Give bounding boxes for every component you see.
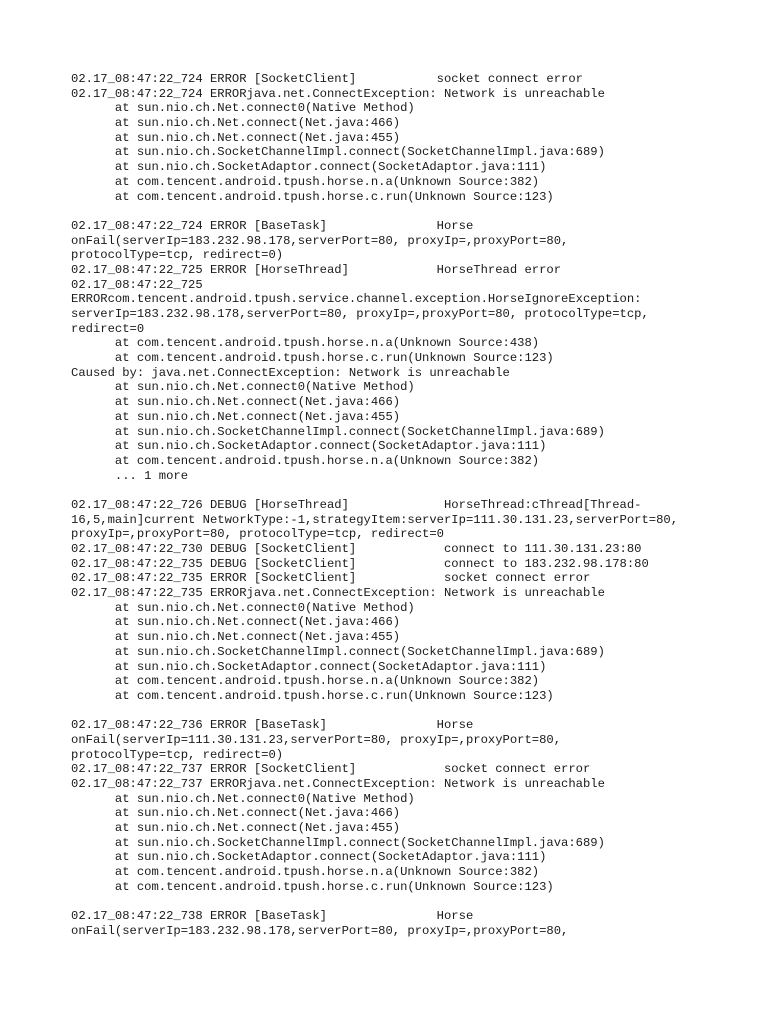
log-line: at sun.nio.ch.SocketAdaptor.connect(SocketAdaptor.java:111)	[71, 160, 547, 175]
log-line: at sun.nio.ch.SocketAdaptor.connect(SocketAdaptor.java:111)	[71, 439, 547, 454]
log-line: 02.17_08:47:22_730 DEBUG [SocketClient] connect to 111.30.131.23:80	[71, 542, 642, 556]
log-line: at sun.nio.ch.Net.connect0(Native Method)	[71, 101, 415, 116]
log-line: at sun.nio.ch.SocketAdaptor.connect(SocketAdaptor.java:111)	[71, 659, 547, 674]
log-line: at sun.nio.ch.SocketAdaptor.connect(SocketAdaptor.java:111)	[71, 850, 547, 865]
log-line: 02.17_08:47:22_724 ERROR [BaseTask] Horse	[71, 218, 474, 233]
log-line: at sun.nio.ch.Net.connect(Net.java:455)	[71, 821, 401, 836]
log-line: at com.tencent.android.tpush.horse.n.a(Unknown Source:382)	[71, 453, 540, 468]
log-line: 02.17_08:47:22_724 ERROR [SocketClient] socket connect error	[71, 72, 583, 86]
log-line: at sun.nio.ch.SocketChannelImpl.connect(SocketChannelImpl.java:689)	[71, 145, 605, 160]
log-line: at com.tencent.android.tpush.horse.n.a(Unknown Source:382)	[71, 674, 540, 689]
log-line: at sun.nio.ch.SocketChannelImpl.connect(SocketChannelImpl.java:689)	[71, 424, 605, 439]
log-line: at sun.nio.ch.Net.connect(Net.java:455)	[71, 130, 401, 145]
log-line: at sun.nio.ch.SocketChannelImpl.connect(SocketChannelImpl.java:689)	[71, 835, 605, 850]
log-line: onFail(serverIp=183.232.98.178,serverPort=80, proxyIp=,proxyPort=80,	[71, 923, 569, 938]
log-line: at com.tencent.android.tpush.horse.n.a(Unknown Source:438)	[71, 336, 540, 351]
log-line: at sun.nio.ch.Net.connect(Net.java:466)	[71, 395, 401, 410]
log-line: 02.17_08:47:22_725 ERROR [HorseThread] HorseThread error	[71, 262, 562, 277]
log-line: 16,5,main]current NetworkType:-1,strategyItem:serverIp=111.30.131.23,serverPort=80,	[71, 512, 679, 527]
log-line: at sun.nio.ch.Net.connect0(Native Method)	[71, 600, 415, 615]
log-line: 02.17_08:47:22_737 ERROR [SocketClient] socket connect error	[71, 762, 591, 777]
log-blank-line	[71, 895, 761, 910]
log-line: 02.17_08:47:22_726 DEBUG [HorseThread] HorseThread:cThread[Thread-	[71, 497, 642, 512]
log-line: 02.17_08:47:22_735 ERRORjava.net.ConnectException: Network is unreachable	[71, 586, 605, 601]
log-document	[71, 72, 761, 939]
log-line: 02.17_08:47:22_736 ERROR [BaseTask] Horse	[71, 718, 474, 733]
log-line: at sun.nio.ch.Net.connect0(Native Method)	[71, 791, 415, 806]
log-line: at sun.nio.ch.Net.connect(Net.java:455)	[71, 630, 401, 645]
log-line: ... 1 more	[71, 468, 189, 483]
log-line: proxyIp=,proxyPort=80, protocolType=tcp, redirect=0	[71, 527, 444, 542]
log-line: protocolType=tcp, redirect=0)	[71, 248, 284, 263]
log-line: ERRORcom.tencent.android.tpush.service.channel.exception.HorseIgnoreException:	[71, 292, 642, 307]
log-line: 02.17_08:47:22_725	[71, 277, 203, 292]
log-line: at com.tencent.android.tpush.horse.c.run(Unknown Source:123)	[71, 688, 554, 703]
log-line: at com.tencent.android.tpush.horse.n.a(Unknown Source:382)	[71, 174, 540, 189]
log-line: at sun.nio.ch.Net.connect(Net.java:466)	[71, 615, 401, 630]
log-line: at sun.nio.ch.Net.connect0(Native Method)	[71, 380, 415, 395]
log-line: redirect=0	[71, 321, 145, 336]
log-lines	[71, 72, 761, 939]
log-line: onFail(serverIp=111.30.131.23,serverPort=80, proxyIp=,proxyPort=80,	[71, 732, 562, 747]
log-line: at com.tencent.android.tpush.horse.c.run(Unknown Source:123)	[71, 879, 554, 894]
log-line: at com.tencent.android.tpush.horse.c.run(Unknown Source:123)	[71, 189, 554, 204]
log-line: at sun.nio.ch.Net.connect(Net.java:466)	[71, 116, 401, 131]
log-line: onFail(serverIp=183.232.98.178,serverPort=80, proxyIp=,proxyPort=80,	[71, 233, 569, 248]
log-line: 02.17_08:47:22_735 ERROR [SocketClient] socket connect error	[71, 571, 591, 586]
log-line: 02.17_08:47:22_735 DEBUG [SocketClient] connect to 183.232.98.178:80	[71, 556, 649, 571]
log-line: at sun.nio.ch.SocketChannelImpl.connect(SocketChannelImpl.java:689)	[71, 644, 605, 659]
log-blank-line	[71, 483, 761, 498]
log-line: at com.tencent.android.tpush.horse.n.a(Unknown Source:382)	[71, 865, 540, 880]
log-line: at com.tencent.android.tpush.horse.c.run(Unknown Source:123)	[71, 351, 554, 366]
log-line: 02.17_08:47:22_737 ERRORjava.net.ConnectException: Network is unreachable	[71, 777, 605, 791]
log-line: 02.17_08:47:22_738 ERROR [BaseTask] Horse	[71, 909, 474, 924]
log-line: serverIp=183.232.98.178,serverPort=80, proxyIp=,proxyPort=80, protocolType=tcp,	[71, 307, 649, 321]
log-blank-line	[71, 204, 761, 219]
log-line: protocolType=tcp, redirect=0)	[71, 747, 284, 762]
log-line: at sun.nio.ch.Net.connect(Net.java:466)	[71, 806, 401, 821]
log-line: 02.17_08:47:22_724 ERRORjava.net.ConnectException: Network is unreachable	[71, 86, 605, 101]
log-line: Caused by: java.net.ConnectException: Network is unreachable	[71, 365, 510, 380]
log-blank-line	[71, 704, 761, 719]
log-line: at sun.nio.ch.Net.connect(Net.java:455)	[71, 409, 401, 424]
